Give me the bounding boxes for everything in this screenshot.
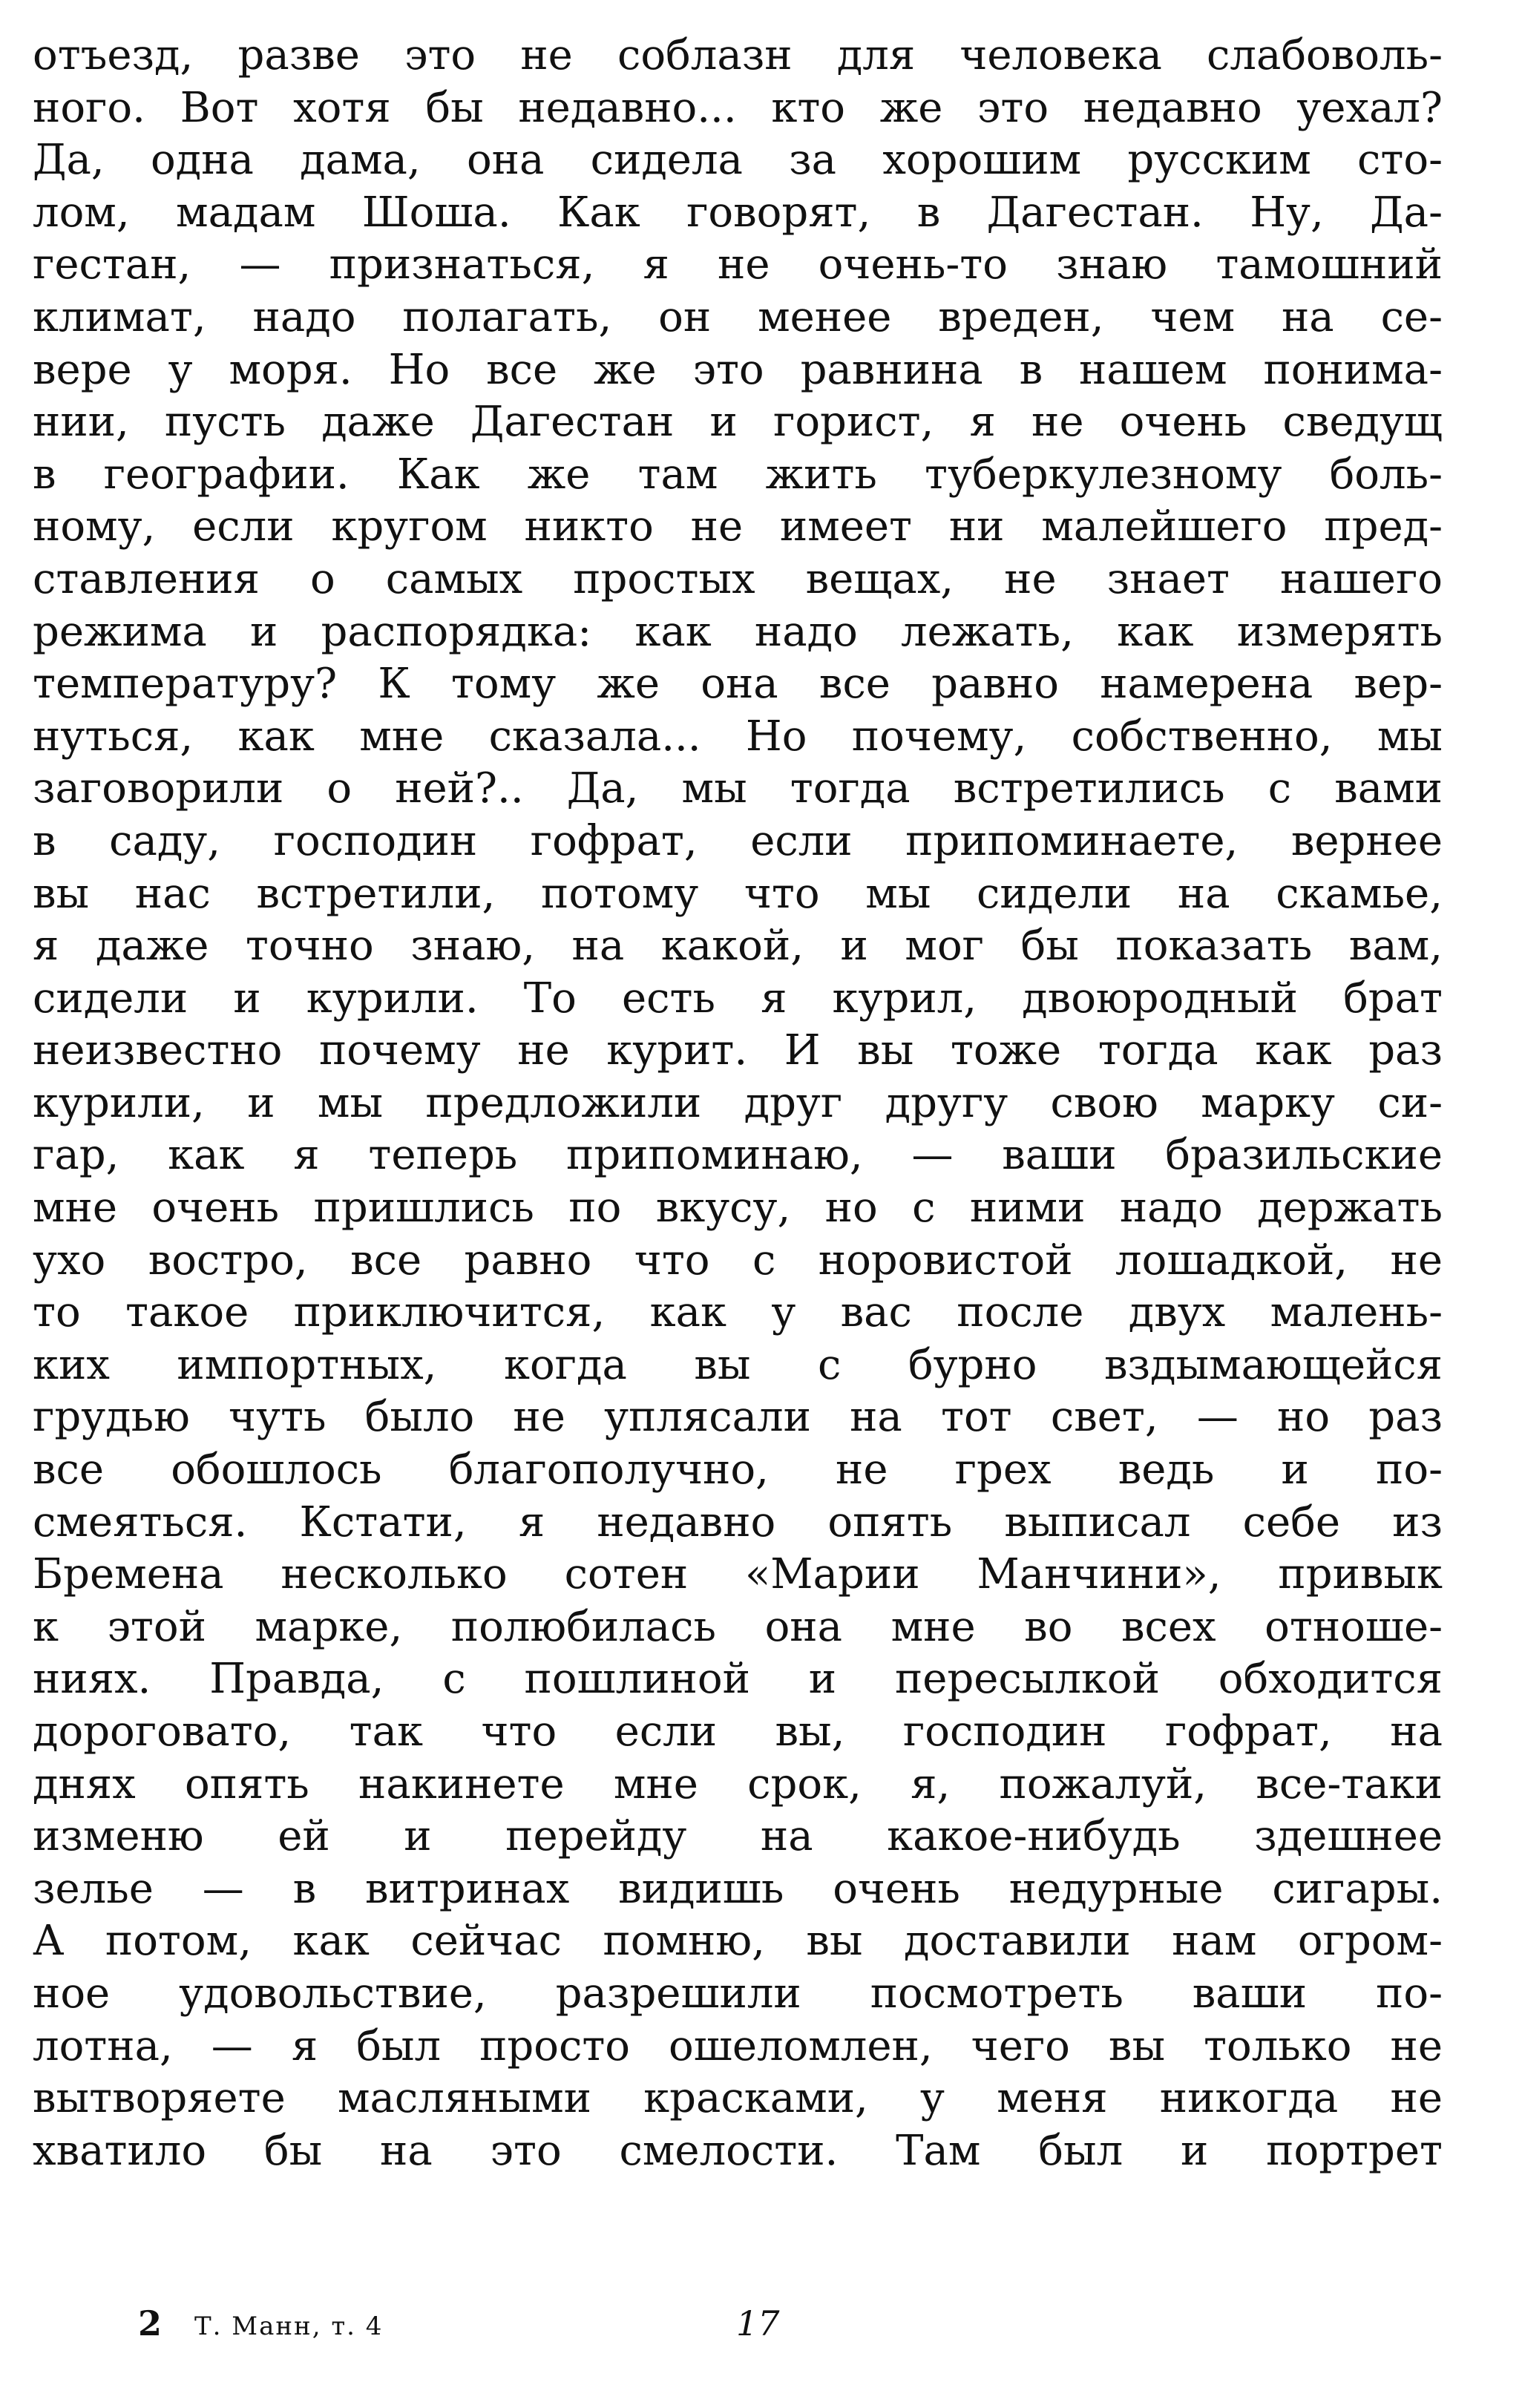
text-line: хватило бы на это смелости. Там был и портрет	[33, 2126, 1443, 2175]
text-line: курили, и мы предложили друг другу свою марку си-	[33, 1078, 1443, 1127]
text-line: отъезд, разве это не соблазн для человека слабоволь-	[33, 31, 1443, 79]
text-line: температуру? К тому же она все равно намерена вер-	[33, 660, 1443, 709]
body-text	[33, 30, 1443, 2177]
text-line: нуться, как мне сказала... Но почему, собственно, мы	[33, 712, 1443, 761]
text-line: смеяться. Кстати, я недавно опять выписал себе из	[33, 1497, 1443, 1546]
text-line: мне очень пришлись по вкусу, но с ними надо держать	[33, 1184, 1443, 1233]
text-line: зелье — в витринах видишь очень недурные сигары.	[33, 1864, 1443, 1913]
text-line: ного. Вот хотя бы недавно... кто же это недавно уехал?	[33, 83, 1443, 132]
text-line: заговорили о ней?.. Да, мы тогда встретились с вами	[33, 764, 1443, 813]
page-number: 17	[736, 2303, 780, 2343]
text-line: лом, мадам Шоша. Как говорят, в Дагестан. Ну, Да-	[33, 188, 1443, 237]
text-line: нии, пусть даже Дагестан и горист, я не очень сведущ	[33, 398, 1443, 447]
text-line: я даже точно знаю, на какой, и мог бы показать вам,	[33, 922, 1443, 971]
text-line: ких импортных, когда вы с бурно вздымающейся	[33, 1340, 1443, 1389]
text-line: Да, одна дама, она сидела за хорошим русским сто-	[33, 136, 1443, 185]
text-line: ухо востро, все равно что с норовистой лошадкой, не	[33, 1236, 1443, 1285]
text-line: вы нас встретили, потому что мы сидели на скамье,	[33, 869, 1443, 918]
text-line: гестан, — признаться, я не очень-то знаю тамошний	[33, 240, 1443, 289]
text-line: ное удовольствие, разрешили посмотреть ваши по-	[33, 1969, 1443, 2018]
text-line: ставления о самых простых вещах, не знает нашего	[33, 554, 1443, 603]
text-line: сидели и курили. То есть я курил, двоюродный брат	[33, 974, 1443, 1023]
text-line: дороговато, так что если вы, господин гофрат, на	[33, 1707, 1443, 1756]
signature-number: 2	[138, 2303, 163, 2343]
text-line: климат, надо полагать, он менее вреден, чем на се-	[33, 292, 1443, 341]
text-line: А потом, как сейчас помню, вы доставили нам огром-	[33, 1917, 1443, 1966]
text-line: днях опять накинете мне срок, я, пожалуй, все-таки	[33, 1759, 1443, 1808]
text-line: лотна, — я был просто ошеломлен, чего вы только не	[33, 2021, 1443, 2070]
text-line: неизвестно почему не курит. И вы тоже тогда как раз	[33, 1026, 1443, 1075]
text-line: ниях. Правда, с пошлиной и пересылкой обходится	[33, 1655, 1443, 1704]
text-line: ному, если кругом никто не имеет ни малейшего пред-	[33, 502, 1443, 551]
text-line: Бремена несколько сотен «Марии Манчини», привык	[33, 1550, 1443, 1599]
text-line: грудью чуть было не уплясали на тот свет, — но раз	[33, 1393, 1443, 1442]
text-line: изменю ей и перейду на какое-нибудь здешнее	[33, 1812, 1443, 1861]
text-line: к этой марке, полюбилась она мне во всех отноше-	[33, 1602, 1443, 1651]
text-line: то такое приключится, как у вас после двух малень-	[33, 1288, 1443, 1337]
text-line: в саду, господин гофрат, если припоминаете, вернее	[33, 816, 1443, 865]
text-line: вытворяете масляными красками, у меня никогда не	[33, 2074, 1443, 2123]
text-line: в географии. Как же там жить туберкулезному боль-	[33, 450, 1443, 499]
text-line: гар, как я теперь припоминаю, — ваши бразильские	[33, 1131, 1443, 1180]
text-line: режима и распорядка: как надо лежать, как измерять	[33, 607, 1443, 656]
text-line: вере у моря. Но все же это равнина в нашем понима-	[33, 345, 1443, 394]
text-line: все обошлось благополучно, не грех ведь и по-	[33, 1446, 1443, 1495]
page-footer	[0, 2297, 1522, 2349]
signature-author: Т. Манн, т. 4	[194, 2312, 384, 2341]
